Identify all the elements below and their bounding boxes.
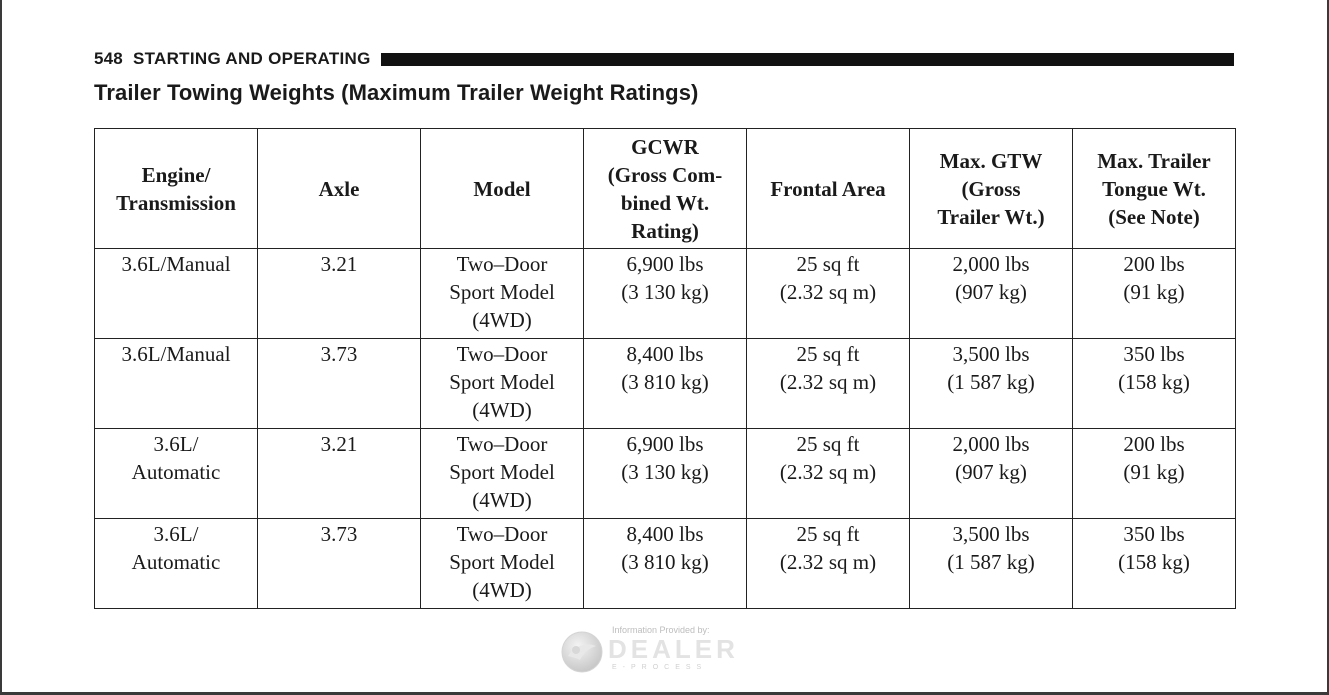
running-header [94, 48, 1234, 70]
cell-model [421, 519, 584, 609]
cell-line: (1 587 kg) [947, 550, 1035, 574]
cell-line: Sport Model [449, 370, 555, 394]
cell-line: Automatic [131, 550, 221, 574]
section-title: STARTING AND OPERATING [132, 49, 371, 68]
watermark-brand: DEALER [608, 634, 739, 664]
cell-line: (907 kg) [955, 460, 1027, 484]
header-line: GCWR [631, 134, 699, 159]
cell-line: (4WD) [472, 398, 532, 422]
cell-line: Automatic [131, 460, 221, 484]
table-row [95, 519, 1236, 609]
table-row [95, 249, 1236, 339]
cell-line: Sport Model [449, 460, 555, 484]
cell-line: (91 kg) [1123, 280, 1185, 304]
column-header-frontal-area [747, 129, 910, 249]
cell-line: 3.73 [320, 342, 358, 366]
cell-line: Two–Door [456, 522, 548, 546]
cell-line: (907 kg) [955, 280, 1027, 304]
cell-gcwr [584, 429, 747, 519]
cell-axle [258, 339, 421, 429]
cell-line: 25 sq ft [796, 252, 860, 276]
header-line: Max. Trailer [1097, 148, 1211, 173]
cell-line: 2,000 lbs [952, 252, 1030, 276]
cell-line: 3,500 lbs [952, 522, 1030, 546]
header-line: Frontal Area [770, 176, 886, 201]
cell-line: 6,900 lbs [626, 432, 704, 456]
cell-max-tongue-wt [1073, 339, 1236, 429]
cell-max-tongue-wt [1073, 519, 1236, 609]
cell-line: Sport Model [449, 550, 555, 574]
cell-line: 8,400 lbs [626, 342, 704, 366]
cell-line: 3.6L/ [153, 522, 199, 546]
cell-line: 3.6L/ [153, 432, 199, 456]
header-rule [381, 53, 1234, 66]
cell-line: 350 lbs [1123, 522, 1185, 546]
table-row [95, 429, 1236, 519]
cell-gcwr [584, 249, 747, 339]
cell-line: 200 lbs [1123, 252, 1185, 276]
header-line: Model [473, 176, 531, 201]
cell-gcwr [584, 339, 747, 429]
header-line: Trailer Wt.) [937, 204, 1045, 229]
header-line: Rating) [631, 218, 699, 243]
trailer-towing-table [94, 128, 1236, 609]
cell-gcwr [584, 519, 747, 609]
cell-line: 3.21 [320, 432, 358, 456]
cell-frontal-area [747, 249, 910, 339]
header-line: (Gross Com- [607, 162, 723, 187]
cell-line: (1 587 kg) [947, 370, 1035, 394]
column-header-max-gtw [910, 129, 1073, 249]
cell-axle [258, 519, 421, 609]
cell-engine-transmission [95, 429, 258, 519]
cell-line: (91 kg) [1123, 460, 1185, 484]
cell-max-gtw [910, 519, 1073, 609]
cell-max-gtw [910, 429, 1073, 519]
header-line: Engine/ [141, 162, 211, 187]
cell-line: 3.21 [320, 252, 358, 276]
watermark-caption: Information Provided by: [612, 625, 710, 635]
cell-line: (2.32 sq m) [779, 280, 877, 304]
cell-model [421, 429, 584, 519]
cell-line: (3 810 kg) [621, 550, 709, 574]
cell-engine-transmission [95, 249, 258, 339]
cell-line: (4WD) [472, 578, 532, 602]
cell-line: 3.6L/Manual [121, 342, 231, 366]
cell-model [421, 339, 584, 429]
cell-line: 25 sq ft [796, 342, 860, 366]
cell-line: (3 810 kg) [621, 370, 709, 394]
cell-line: (3 130 kg) [621, 460, 709, 484]
header-line: Tongue Wt. [1102, 176, 1206, 201]
cell-line: (2.32 sq m) [779, 370, 877, 394]
cell-line: 350 lbs [1123, 342, 1185, 366]
dealer-eprocess-logo-icon [560, 630, 604, 674]
cell-line: (2.32 sq m) [779, 460, 877, 484]
cell-line: (158 kg) [1118, 550, 1190, 574]
cell-line: 3,500 lbs [952, 342, 1030, 366]
cell-line: Sport Model [449, 280, 555, 304]
cell-line: (158 kg) [1118, 370, 1190, 394]
column-header-axle [258, 129, 421, 249]
cell-max-gtw [910, 339, 1073, 429]
cell-max-tongue-wt [1073, 249, 1236, 339]
cell-max-tongue-wt [1073, 429, 1236, 519]
column-header-engine-transmission [95, 129, 258, 249]
column-header-max-tongue-wt [1073, 129, 1236, 249]
cell-line: 3.73 [320, 522, 358, 546]
cell-line: (4WD) [472, 308, 532, 332]
cell-max-gtw [910, 249, 1073, 339]
cell-engine-transmission [95, 339, 258, 429]
cell-line: 200 lbs [1123, 432, 1185, 456]
cell-line: Two–Door [456, 342, 548, 366]
cell-line: 3.6L/Manual [121, 252, 231, 276]
cell-line: 2,000 lbs [952, 432, 1030, 456]
cell-axle [258, 249, 421, 339]
watermark-subtitle: E-PROCESS [612, 664, 708, 671]
column-header-gcwr [584, 129, 747, 249]
header-line: Transmission [116, 190, 236, 215]
cell-line: Two–Door [456, 432, 548, 456]
table-row [95, 339, 1236, 429]
cell-line: 25 sq ft [796, 432, 860, 456]
table-title: Trailer Towing Weights (Maximum Trailer Weight Ratings) [94, 80, 699, 105]
page-number: 548 [94, 49, 123, 68]
table-body [95, 249, 1236, 609]
cell-line: (3 130 kg) [621, 280, 709, 304]
cell-model [421, 249, 584, 339]
header-line: (See Note) [1108, 204, 1200, 229]
cell-line: (2.32 sq m) [779, 550, 877, 574]
cell-frontal-area [747, 429, 910, 519]
table-header-row [95, 129, 1236, 249]
cell-line: 25 sq ft [796, 522, 860, 546]
cell-line: Two–Door [456, 252, 548, 276]
column-header-model [421, 129, 584, 249]
cell-axle [258, 429, 421, 519]
header-line: Axle [318, 176, 360, 201]
cell-line: 8,400 lbs [626, 522, 704, 546]
cell-frontal-area [747, 519, 910, 609]
cell-line: 6,900 lbs [626, 252, 704, 276]
watermark [560, 624, 760, 674]
header-line: Max. GTW [939, 148, 1043, 173]
cell-line: (4WD) [472, 488, 532, 512]
cell-frontal-area [747, 339, 910, 429]
cell-engine-transmission [95, 519, 258, 609]
header-line: bined Wt. [620, 190, 710, 215]
header-line: (Gross [961, 176, 1021, 201]
